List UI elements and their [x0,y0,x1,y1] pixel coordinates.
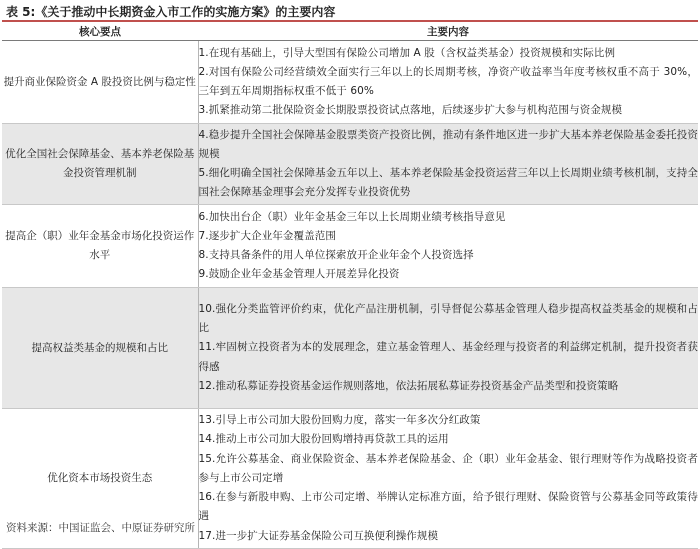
table-row-group-3 [2,205,698,288]
table-row-group-1 [2,41,698,124]
content-item-16: 16.在参与新股申购、上市公司定增、举牌认定标准方面，给予银行理财、保险资管与公募基金同等政策待遇 [198,491,698,523]
header-main-content: 主要内容 [198,22,698,41]
content-cell-2 [198,124,698,205]
source-note: 资料来源：中国证监会、中原证券研究所 [6,522,195,534]
content-item-2: 2.对国有保险公司经营绩效全面实行三年以上的长周期考核，净资产收益率当年度考核权重不高于 30%，三年到五年周期指标权重不低于 60% [198,65,698,97]
content-cell-5 [198,409,698,549]
header-key-points: 核心要点 [2,22,198,41]
content-cell-3 [198,205,698,288]
key-point-2: 优化全国社会保障基金、基本养老保险基金投资管理机制 [2,124,198,205]
content-item-11: 11.牢固树立投资者为本的发展理念，建立基金管理人、基金经理与投资者的利益绑定机制，提升投资者获得感 [198,341,698,373]
content-item-13: 13.引导上市公司加大股份回购力度，落实一年多次分红政策 [198,414,481,427]
content-item-6: 6.加快出台企（职）业年金基金三年以上长周期业绩考核指导意见 [198,210,506,223]
content-item-9: 9.鼓励企业年金基金管理人开展差异化投资 [198,268,400,281]
policy-table [2,22,698,549]
content-item-7: 7.逐步扩大企业年金覆盖范围 [198,229,336,242]
table-row-group-2 [2,124,698,205]
key-point-3: 提高企（职）业年金基金市场化投资运作水平 [2,205,198,288]
content-item-1: 1.在现有基础上，引导大型国有保险公司增加 A 股（含权益类基金）投资规模和实际比例 [198,46,616,59]
content-item-5: 5.细化明确全国社会保障基金五年以上、基本养老保险基金投资运营三年以上长周期业绩考核机制，支持全国社会保障基金理事会充分发挥专业投资优势 [198,167,698,199]
table-title: 表 5:《关于推动中长期资金入市工作的实施方案》的主要内容 [6,5,336,19]
content-item-12: 12.推动私募证券投资基金运作规则落地，依法拓展私募证券投资基金产品类型和投资策略 [198,379,619,392]
content-item-10: 10.强化分类监管评价约束，优化产品注册机制，引导督促公募基金管理人稳步提高权益类基金的规模和占比 [198,302,698,335]
key-point-5: 优化资本市场投资生态 [2,409,198,549]
key-point-4: 提高权益类基金的规模和占比 [2,288,198,409]
content-item-17: 17.进一步扩大证券基金保险公司互换便利操作规模 [198,529,439,542]
content-item-14: 14.推动上市公司加大股份回购增持再贷款工具的运用 [198,433,449,446]
content-item-8: 8.支持具备条件的用人单位探索放开企业年金个人投资选择 [198,249,474,261]
content-item-4: 4.稳步提升全国社会保障基金股票类资产投资比例，推动有条件地区进一步扩大基本养老保险基金委托投资规模 [198,128,698,160]
table-row-group-4 [2,288,698,409]
content-cell-1 [198,41,698,124]
content-item-15: 15.允许公募基金、商业保险资金、基本养老保险基金、企（职）业年金基金、银行理财等作为战略投资者参与上市公司定增 [198,452,698,484]
content-cell-4 [198,288,698,409]
key-point-1: 提升商业保险资金 A 股投资比例与稳定性 [2,41,198,124]
table-header-row [2,22,698,41]
content-item-3: 3.抓紧推动第二批保险资金长期股票投资试点落地，后续逐步扩大参与机构范围与资金规模 [198,104,623,117]
